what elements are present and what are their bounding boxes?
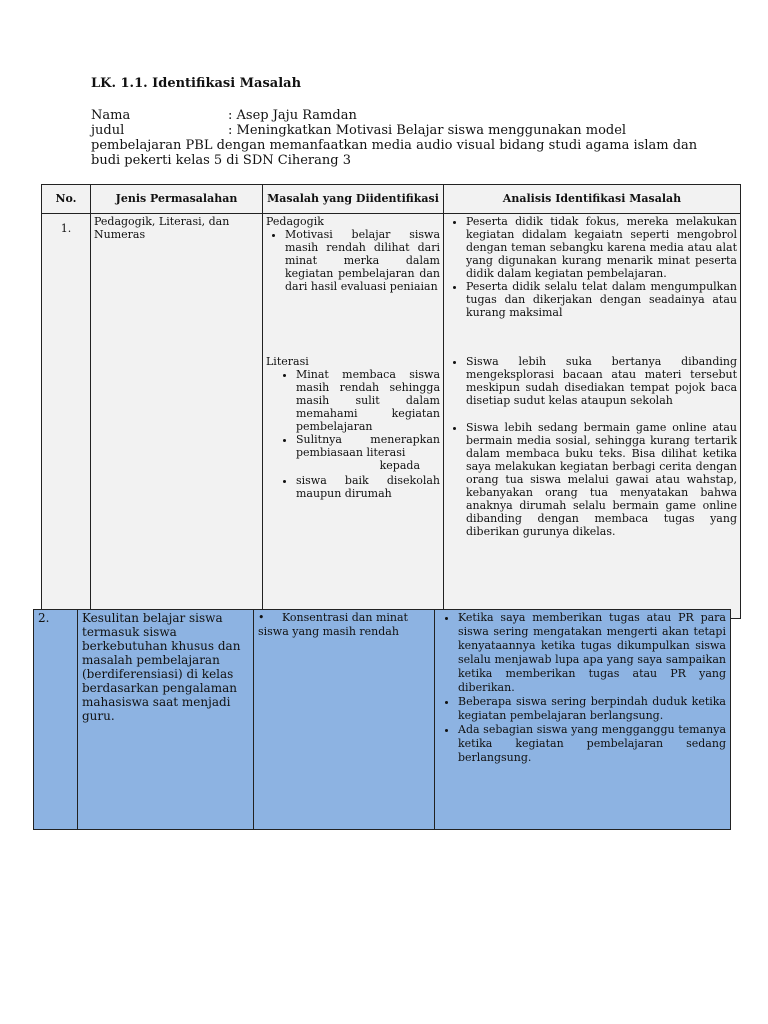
list-item: • Minat membaca siswa masih rendah sehingga masih sulit dalam memahami kegiatan pembelajaran — [296, 368, 440, 433]
name-row — [91, 108, 711, 123]
list-item: • Siswa lebih suka bertanya dibanding mengeksplorasi bacaan atau materi tersebut meskipun sudah disediakan tempat pojok baca disetiap sudut kelas ataupun sekolah — [466, 355, 737, 407]
identity-block — [91, 108, 711, 168]
problem-table — [41, 184, 741, 619]
list-item: • Sulitnya menerapkan pembiasaan literasi — [296, 433, 440, 459]
analysis-list-pedagogik — [447, 215, 737, 319]
list-item: • Motivasi belajar siswa masih rendah dilihat dari minat merka dalam kegiatan pembelajaran dan dari hasil evaluasi peniaian — [285, 228, 440, 293]
problem-table-row-2 — [33, 609, 731, 830]
section-gap — [266, 293, 440, 355]
list-item: • Peserta didik tidak fokus, mereka melakukan kegiatan didalam kegaiatn seperti mengobrol dengan teman sebangku karena media atau alat yang digunakan kurang menarik minat peserta didik dalam kegiatan pembelajaran. — [466, 215, 737, 280]
identified-problem — [263, 214, 444, 619]
section-gap — [447, 319, 737, 355]
row-number: 1. — [42, 214, 91, 619]
list-item: • Ada sebagian siswa yang mengganggu temanya ketika kegiatan pembelajaran sedang berlangsung. — [458, 723, 726, 765]
analysis-list-literasi-2 — [447, 421, 737, 538]
literasi-list — [266, 368, 440, 459]
row-number: 2. — [34, 610, 78, 830]
table-row — [34, 610, 731, 830]
header-no: No. — [42, 185, 91, 214]
problem-analysis — [444, 214, 741, 619]
literasi-list-cont — [266, 474, 440, 500]
identified-problem — [254, 610, 435, 830]
title-row — [91, 123, 711, 138]
pedagogik-label: Pedagogik — [266, 215, 324, 228]
header-analisis: Analisis Identifikasi Masalah — [444, 185, 741, 214]
analysis-list — [439, 611, 726, 765]
worksheet-title: LK. 1.1. Identifikasi Masalah — [91, 76, 302, 91]
header-masalah: Masalah yang Diidentifikasi — [263, 185, 444, 214]
analysis-list-literasi — [447, 355, 737, 407]
list-item: • Peserta didik selalu telat dalam mengumpulkan tugas dan dikerjakan dengan seadainya atau kurang maksimal — [466, 280, 737, 319]
literasi-kepada: kepada — [379, 459, 420, 472]
judul-label: judul — [91, 123, 125, 138]
problem-text: Konsentrasi dan minat siswa yang masih rendah — [258, 611, 408, 638]
judul-value: : Meningkatkan Motivasi Belajar siswa menggunakan model — [228, 123, 627, 138]
item-gap — [447, 407, 737, 421]
list-item: • Ketika saya memberikan tugas atau PR para siswa sering mengatakan mengerti akan tetapi kenyataannya ketika tugas dikumpulkan siswa selalu menjawab lupa apa yang saya sampaikan ketika memberikan tugas atau PR yang diberikan. — [458, 611, 726, 695]
problem-analysis — [435, 610, 731, 830]
header-jenis: Jenis Permasalahan — [91, 185, 263, 214]
judul-continuation: pembelajaran PBL dengan memanfaatkan media audio visual bidang studi agama islam dan budi pekerti kelas 5 di SDN Ciherang 3 — [91, 138, 698, 168]
bullet-icon: • — [258, 611, 265, 624]
list-item: • siswa baik disekolah maupun dirumah — [296, 474, 440, 500]
list-item: • Beberapa siswa sering berpindah duduk ketika kegiatan pembelajaran berlangsung. — [458, 695, 726, 723]
list-item: • Siswa lebih sedang bermain game online atau bermain media sosial, sehingga kurang tertarik dalam membaca buku teks. Bisa dilihat ketika saya melakukan kegiatan berbagi cerita dengan orang tua siswa melalui gawai atau wahstap, kebanyakan orang tua menyatakan bahwa anaknya dirumah selalu bermain game online dibanding dengan membaca tugas yang diberikan gurunya dikelas. — [466, 421, 737, 538]
name-label: Nama — [91, 108, 131, 123]
pedagogik-list — [266, 228, 440, 293]
header-row — [42, 185, 741, 214]
problem-type: Kesulitan belajar siswa termasuk siswa berkebutuhan khusus dan masalah pembelajaran (berdiferensiasi) di kelas berdasarkan pengalaman mahasiswa saat menjadi guru. — [78, 610, 254, 830]
name-value: : Asep Jaju Ramdan — [228, 108, 357, 123]
literasi-label: Literasi — [266, 355, 309, 368]
problem-type: Pedagogik, Literasi, dan Numeras — [91, 214, 263, 619]
table-row — [42, 214, 741, 619]
